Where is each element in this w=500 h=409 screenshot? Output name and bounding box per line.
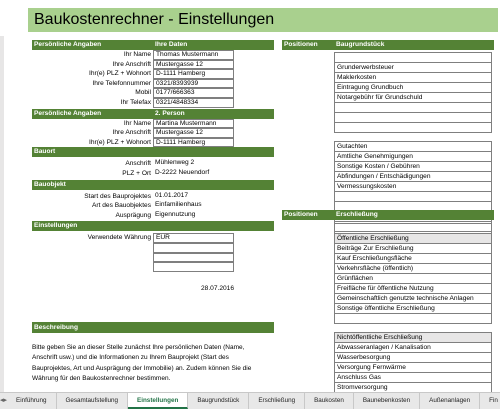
bauort-header: Bauort <box>32 147 274 157</box>
second-person-row <box>32 138 274 148</box>
grundstueck-item[interactable] <box>334 123 492 133</box>
bauobjekt-label: Ausprägung <box>115 211 151 219</box>
bauobjekt-row <box>32 201 274 211</box>
erschliessung-item[interactable]: Gemeinschaftlich genutzte technische Anlagen <box>334 294 492 304</box>
second-person-label: Ihre Anschrift <box>112 129 151 137</box>
sheet-tab[interactable]: Baunebenkosten <box>354 393 420 409</box>
bauort-row <box>32 169 274 179</box>
grundstueck-header-right: Baugrundstück <box>334 40 494 50</box>
personal-value-cell[interactable]: Thomas Mustermann <box>153 50 234 60</box>
einstellungen-value-cell[interactable] <box>153 253 234 263</box>
sheet-tab-bar <box>0 392 500 409</box>
sheet-tab[interactable]: Erschließung <box>249 393 305 409</box>
bauobjekt-value-cell[interactable]: Eigennutzung <box>153 211 234 221</box>
second-person-value-cell[interactable]: D-1111 Hamberg <box>153 138 234 148</box>
grundstueck-item[interactable] <box>334 103 492 113</box>
erschliessung-item[interactable]: Abwasseranlagen / Kanalisation <box>334 343 492 353</box>
erschliessung-panel <box>282 210 494 393</box>
grundstueck-list-1 <box>334 52 492 133</box>
erschliessung-item[interactable]: Verkehrsfläche (öffentlich) <box>334 264 492 274</box>
personal-row <box>32 88 274 98</box>
second-person-label: Ihr(e) PLZ + Wohnort <box>89 138 151 146</box>
sheet-tab[interactable]: Einführung <box>7 393 56 409</box>
erschliessung-header-right: Erschließung <box>334 210 494 220</box>
personal-header-label: Persönliche Angaben <box>32 40 153 50</box>
personal-row <box>32 69 274 79</box>
erschliessung-item[interactable]: Öffentliche Erschließung <box>334 234 492 244</box>
erschliessung-item[interactable]: Versorgung Fernwärme <box>334 363 492 373</box>
second-header-label: Persönliche Angaben <box>32 109 153 119</box>
erschliessung-item[interactable]: Stromversorgung <box>334 383 492 393</box>
einstellungen-value-cell[interactable]: EUR <box>153 233 234 243</box>
bauort-rows <box>32 159 274 178</box>
bauobjekt-rows <box>32 192 274 221</box>
personal-row <box>32 60 274 70</box>
left-panel <box>32 40 274 292</box>
grundstueck-item[interactable]: Grunderwerbsteuer <box>334 63 492 73</box>
description-line: Anschrift usw.) und die Informationen zu Ihrem Bauprojekt (Start des <box>32 354 229 362</box>
second-person-value-cell[interactable]: Martina Mustermann <box>153 119 234 129</box>
erschliessung-item[interactable]: Freifläche für öffentliche Nutzung <box>334 284 492 294</box>
erschliessung-item[interactable]: Anschluss Gas <box>334 373 492 383</box>
einstellungen-label <box>32 243 153 253</box>
second-person-row <box>32 128 274 138</box>
grundstueck-item[interactable] <box>334 113 492 123</box>
personal-row <box>32 98 274 108</box>
personal-value-cell[interactable]: 0321/8393939 <box>153 79 234 89</box>
bauobjekt-row <box>32 211 274 221</box>
description-header: Beschreibung <box>32 322 274 333</box>
einstellungen-label <box>32 262 153 272</box>
bauort-value-cell[interactable]: Mühlenweg 2 <box>153 159 234 169</box>
second-person-label: Ihr Name <box>123 119 151 127</box>
description-text <box>32 343 272 385</box>
einstellungen-label: Verwendete Währung <box>87 234 151 242</box>
second-rows <box>32 119 274 148</box>
personal-value-cell[interactable]: 0177/666363 <box>153 88 234 98</box>
bauobjekt-header: Bauobjekt <box>32 180 274 190</box>
sheet-tab[interactable]: Außenanlagen <box>420 393 480 409</box>
grundstueck-item[interactable]: Amtliche Genehmigungen <box>334 152 492 162</box>
personal-label: Ihr Telefax <box>120 98 151 106</box>
second-person-value-cell[interactable]: Mustergasse 12 <box>153 128 234 138</box>
einstellungen-row <box>32 243 274 253</box>
description-line: Währung für den Baukostenrechner bestimmen. <box>32 375 171 383</box>
personal-label: Ihre Telefonnummer <box>92 79 151 87</box>
einstellungen-header: Einstellungen <box>32 221 274 231</box>
personal-row <box>32 79 274 89</box>
personal-value-cell[interactable]: 0321/4848334 <box>153 98 234 108</box>
personal-value-cell[interactable]: Mustergasse 12 <box>153 60 234 70</box>
erschliessung-item[interactable]: Sonstige öffentliche Erschließung <box>334 304 492 314</box>
erschliessung-item[interactable] <box>334 314 492 324</box>
erschliessung-list-1 <box>334 223 492 324</box>
personal-row <box>32 50 274 60</box>
sheet-tab[interactable]: Baukosten <box>305 393 354 409</box>
grundstueck-item[interactable]: Gutachten <box>334 142 492 152</box>
grundstueck-item[interactable]: Eintragung Grundbuch <box>334 83 492 93</box>
erschliessung-list-2 <box>334 332 492 393</box>
personal-label: Ihr Name <box>123 51 151 58</box>
erschliessung-header <box>282 210 494 220</box>
personal-label: Mobil <box>135 89 151 97</box>
personal-label: Ihr(e) PLZ + Wohnort <box>89 70 151 78</box>
bauort-label: Anschrift <box>125 160 151 168</box>
description-section <box>32 322 274 385</box>
bauort-row <box>32 159 274 169</box>
einstellungen-value-cell[interactable] <box>153 243 234 253</box>
erschliessung-item[interactable]: Wasserbesorgung <box>334 353 492 363</box>
personal-header-value: Ihre Daten <box>153 40 274 50</box>
bauobjekt-row <box>32 192 274 202</box>
grundstueck-item[interactable] <box>334 53 492 63</box>
bauort-label: PLZ + Ort <box>122 169 151 177</box>
tab-scroll-left-icon[interactable]: ◂ <box>0 397 4 404</box>
personal-label: Ihre Anschrift <box>112 60 151 68</box>
personal-rows <box>32 50 274 108</box>
description-line: Bauprojektes, Art und Ausprägung der Immobilie) an. Zudem können Sie die <box>32 364 252 372</box>
einstellungen-row <box>32 233 274 243</box>
personal-header <box>32 40 274 50</box>
personal-value-cell[interactable]: D-1111 Hamberg <box>153 69 234 79</box>
grundstueck-item[interactable] <box>334 192 492 202</box>
grundstueck-header-left: Positionen <box>282 40 334 50</box>
second-header-value: 2. Person <box>153 109 274 119</box>
grundstueck-item[interactable]: Abfindungen / Entschädigungen <box>334 172 492 182</box>
einstellungen-rows <box>32 233 274 271</box>
date-stamp: 28.07.2016 <box>200 284 234 292</box>
grundstueck-header <box>282 40 494 50</box>
bauobjekt-label: Start des Bauprojektes <box>84 192 151 200</box>
bauobjekt-value-cell[interactable]: Einfamilienhaus <box>153 201 234 211</box>
einstellungen-label <box>32 253 153 263</box>
einstellungen-row <box>32 253 274 263</box>
tab-scroll-right-icon[interactable]: ▸ <box>3 397 8 404</box>
erschliessung-item[interactable]: Beiträge Zur Erschließung <box>334 244 492 254</box>
grundstueck-item[interactable]: Notargebühr für Grundschuld <box>334 93 492 103</box>
bauobjekt-value-cell[interactable]: 01.01.2017 <box>153 192 234 202</box>
erschliessung-item[interactable]: Grünflächen <box>334 274 492 284</box>
erschliessung-header-left: Positionen <box>282 210 334 220</box>
description-line: Bitte geben Sie an dieser Stelle zunächst Ihre persönlichen Daten (Name, <box>32 344 245 351</box>
sheet-tab[interactable]: Einstellungen <box>128 393 188 409</box>
bauobjekt-label: Art des Bauobjektes <box>91 202 151 210</box>
sheet-tabs <box>7 393 500 409</box>
einstellungen-value-cell[interactable] <box>153 262 234 272</box>
sheet-tab[interactable]: Fin <box>480 393 500 409</box>
sheet-tab[interactable]: Gesamtaufstellung <box>57 393 129 409</box>
row-header-strip <box>0 36 4 396</box>
sheet-tab[interactable]: Baugrundstück <box>188 393 249 409</box>
grundstueck-item[interactable]: Maklerkosten <box>334 73 492 83</box>
erschliessung-item[interactable] <box>334 224 492 234</box>
grundstueck-item[interactable]: Sonstige Kosten / Gebühren <box>334 162 492 172</box>
page-title: Baukostenrechner - Einstellungen <box>34 11 275 28</box>
erschliessung-item[interactable]: Kauf Erschließungsfläche <box>334 254 492 264</box>
grundstueck-item[interactable]: Vermessungskosten <box>334 182 492 192</box>
second-person-row <box>32 119 274 129</box>
second-header <box>32 109 274 119</box>
bauort-value-cell[interactable]: D-2222 Neuendorf <box>153 169 234 179</box>
erschliessung-item[interactable]: Nichtöffentliche Erschließung <box>334 333 492 343</box>
einstellungen-row <box>32 262 274 272</box>
